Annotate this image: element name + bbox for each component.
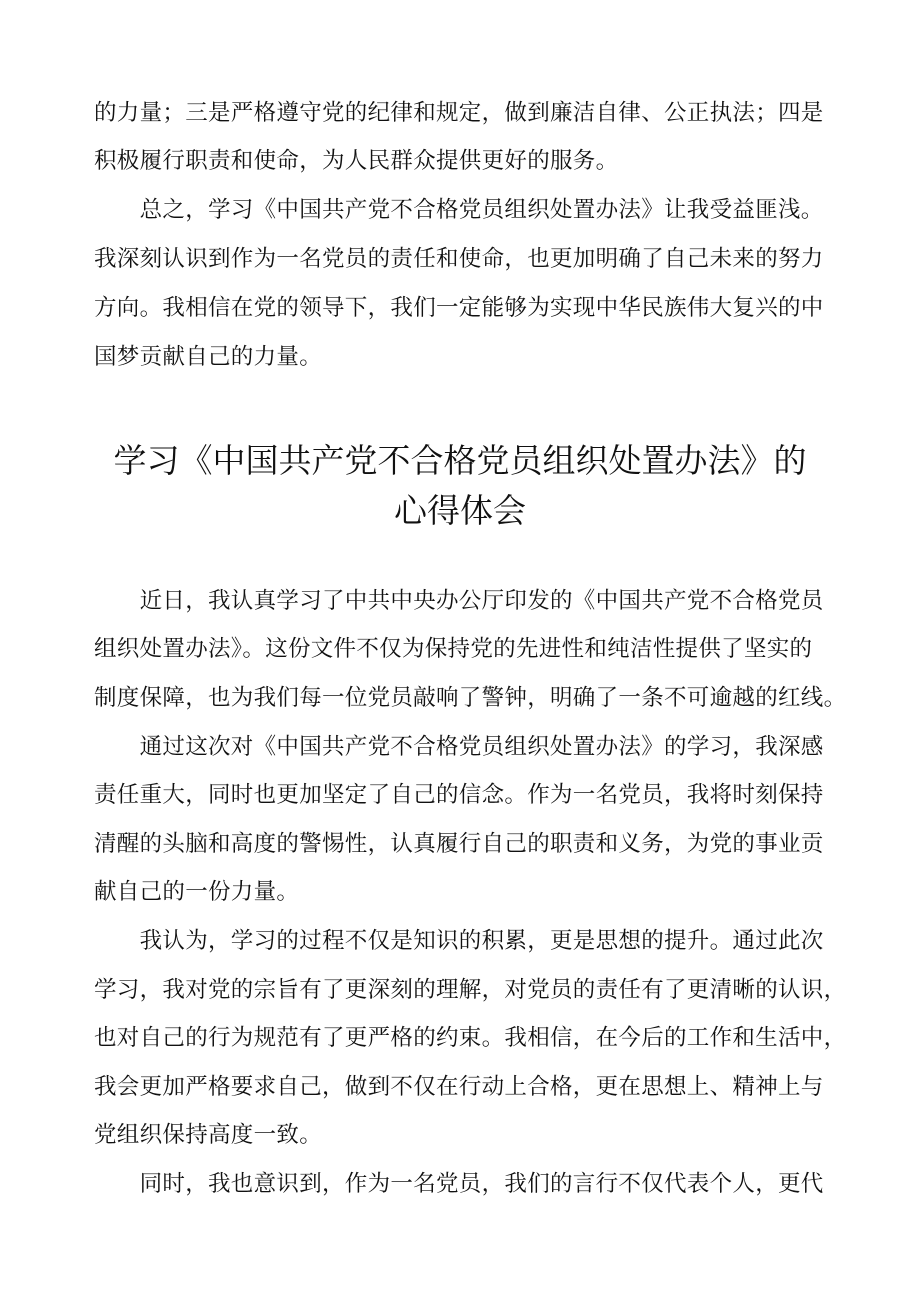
paragraph-line: 学习，我对党的宗旨有了更深刻的理解，对党员的责任有了更清晰的认识， [94, 977, 847, 1003]
paragraph-line: 也对自己的行为规范有了更严格的约束。我相信，在今后的工作和生活中， [94, 1025, 847, 1051]
paragraph-line: 我深刻认识到作为一名党员的责任和使命，也更加明确了自己未来的努力 [94, 246, 824, 272]
paragraph-line: 制度保障，也为我们每一位党员敲响了警钟，明确了一条不可逾越的红线。 [94, 685, 847, 711]
paragraph-line: 通过这次对《中国共产党不合格党员组织处置办法》的学习，我深感 [94, 734, 824, 760]
paragraph-line: 组织处置办法》。这份文件不仅为保持党的先进性和纯洁性提供了坚实的 [94, 636, 813, 662]
paragraph-line: 清醒的头脑和高度的警惕性，认真履行自己的职责和义务，为党的事业贡 [94, 831, 824, 857]
document-title-line-2: 心得体会 [394, 491, 526, 530]
document-title-line-1: 学习《中国共产党不合格党员组织处置办法》的 [113, 441, 807, 480]
paragraph-line: 积极履行职责和使命，为人民群众提供更好的服务。 [94, 148, 619, 174]
paragraph-line: 的力量；三是严格遵守党的纪律和规定，做到廉洁自律、公正执法；四是 [94, 100, 824, 126]
paragraph-line: 同时，我也意识到，作为一名党员，我们的言行不仅代表个人，更代 [94, 1171, 824, 1197]
paragraph-line: 总之，学习《中国共产党不合格党员组织处置办法》让我受益匪浅。 [94, 197, 824, 223]
paragraph-line: 我认为，学习的过程不仅是知识的积累，更是思想的提升。通过此次 [94, 928, 824, 954]
paragraph-line: 国梦贡献自己的力量。 [94, 344, 323, 370]
paragraph-line: 近日，我认真学习了中共中央办公厅印发的《中国共产党不合格党员 [94, 588, 824, 614]
paragraph-line: 党组织保持高度一致。 [94, 1122, 323, 1148]
paragraph-line: 方向。我相信在党的领导下，我们一定能够为实现中华民族伟大复兴的中 [94, 295, 824, 321]
paragraph-line: 责任重大，同时也更加坚定了自己的信念。作为一名党员，我将时刻保持 [94, 782, 824, 808]
paragraph-line: 献自己的一份力量。 [94, 879, 300, 905]
paragraph-line: 我会更加严格要求自己，做到不仅在行动上合格，更在思想上、精神上与 [94, 1074, 824, 1100]
